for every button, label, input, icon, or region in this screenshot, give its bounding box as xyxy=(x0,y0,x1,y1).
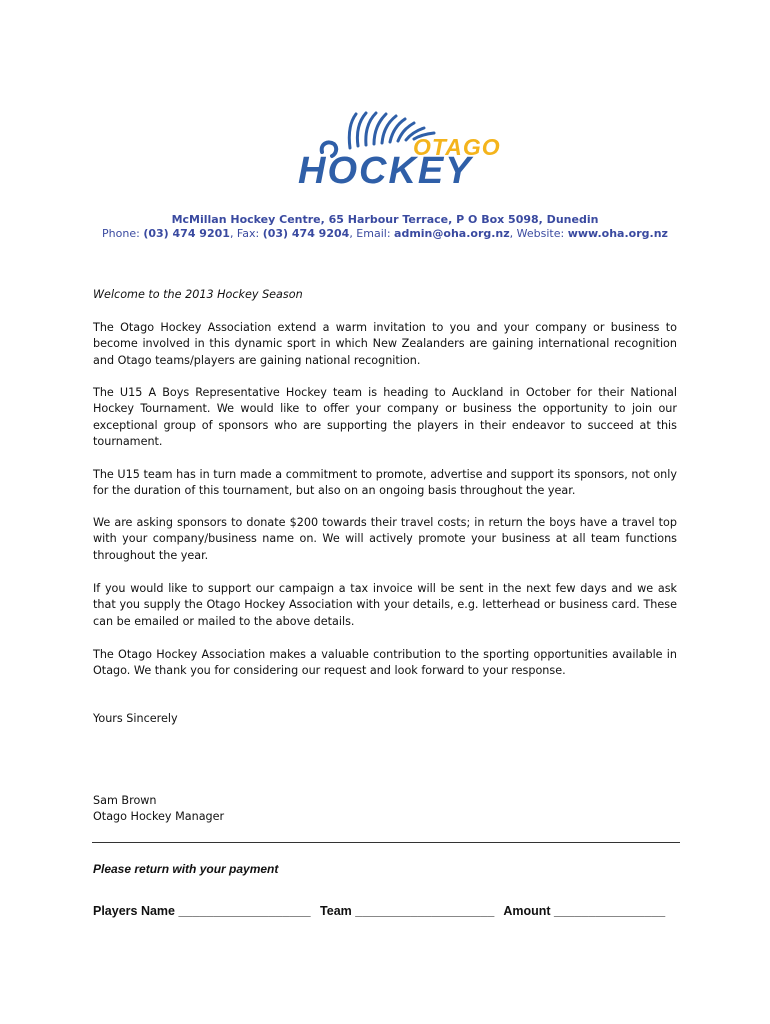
letter-greeting: Welcome to the 2013 Hockey Season xyxy=(93,288,303,301)
paragraph-invoice: If you would like to support our campaign a tax invoice will be sent in the next few days and we ask that you supply the Otago Hockey Association with your details, e.g. letterhead or business card. These can be emailed or mailed to the above details. xyxy=(93,582,677,628)
email-label: , Email: xyxy=(349,227,395,240)
email-address[interactable]: admin@oha.org.nz xyxy=(394,227,510,240)
signer-title: Otago Hockey Manager xyxy=(93,810,225,823)
paragraph-commitment: The U15 team has in turn made a commitment to promote, advertise and support its sponsors, not only for the duration of this tournament, but also on an ongoing basis throughout the year. xyxy=(93,468,677,498)
logo-word-hockey: HOCKEY xyxy=(298,150,473,192)
website-link[interactable]: www.oha.org.nz xyxy=(567,227,668,240)
fax-label: , Fax: xyxy=(229,227,263,240)
team-field[interactable]: Team ____________________ xyxy=(320,904,495,918)
divider xyxy=(92,842,680,843)
contact-line xyxy=(0,227,770,240)
logo-word-otago: OTAGO xyxy=(413,134,501,160)
otago-hockey-logo xyxy=(298,108,518,190)
return-heading: Please return with your payment xyxy=(93,862,279,876)
return-form-fields xyxy=(93,904,671,918)
closing: Yours Sincerely xyxy=(93,712,178,725)
fax-number: (03) 474 9204 xyxy=(262,227,350,240)
paragraph-invitation: The Otago Hockey Association extend a warm invitation to you and your company or business to become involved in this dynamic sport in which New Zealanders are gaining international recognition and Otago teams/players are gaining national recognition. xyxy=(93,321,677,367)
paragraph-donation: We are asking sponsors to donate $200 towards their travel costs; in return the boys have a travel top with your company/business name on. We will actively promote your business at all team functions throughout the year. xyxy=(93,516,677,562)
phone-number: (03) 474 9201 xyxy=(143,227,230,240)
signer-name: Sam Brown xyxy=(93,794,157,807)
phone-label: Phone: xyxy=(102,227,144,240)
paragraph-thanks: The Otago Hockey Association makes a valuable contribution to the sporting opportunities available in Otago. We thank you for considering our request and look forward to your response. xyxy=(93,648,677,678)
paragraph-tournament: The U15 A Boys Representative Hockey team is heading to Auckland in October for their National Hockey Tournament. We would like to offer your company or business the opportunity to join our exceptional group of sponsors who are supporting the players in their endeavor to succeed at this tournament. xyxy=(93,386,677,448)
website-label: , Website: xyxy=(509,227,568,240)
players-name-field[interactable]: Players Name ___________________ xyxy=(93,904,311,918)
amount-field[interactable]: Amount ________________ xyxy=(503,904,666,918)
address-line: McMillan Hockey Centre, 65 Harbour Terrace, P O Box 5098, Dunedin xyxy=(171,213,599,226)
